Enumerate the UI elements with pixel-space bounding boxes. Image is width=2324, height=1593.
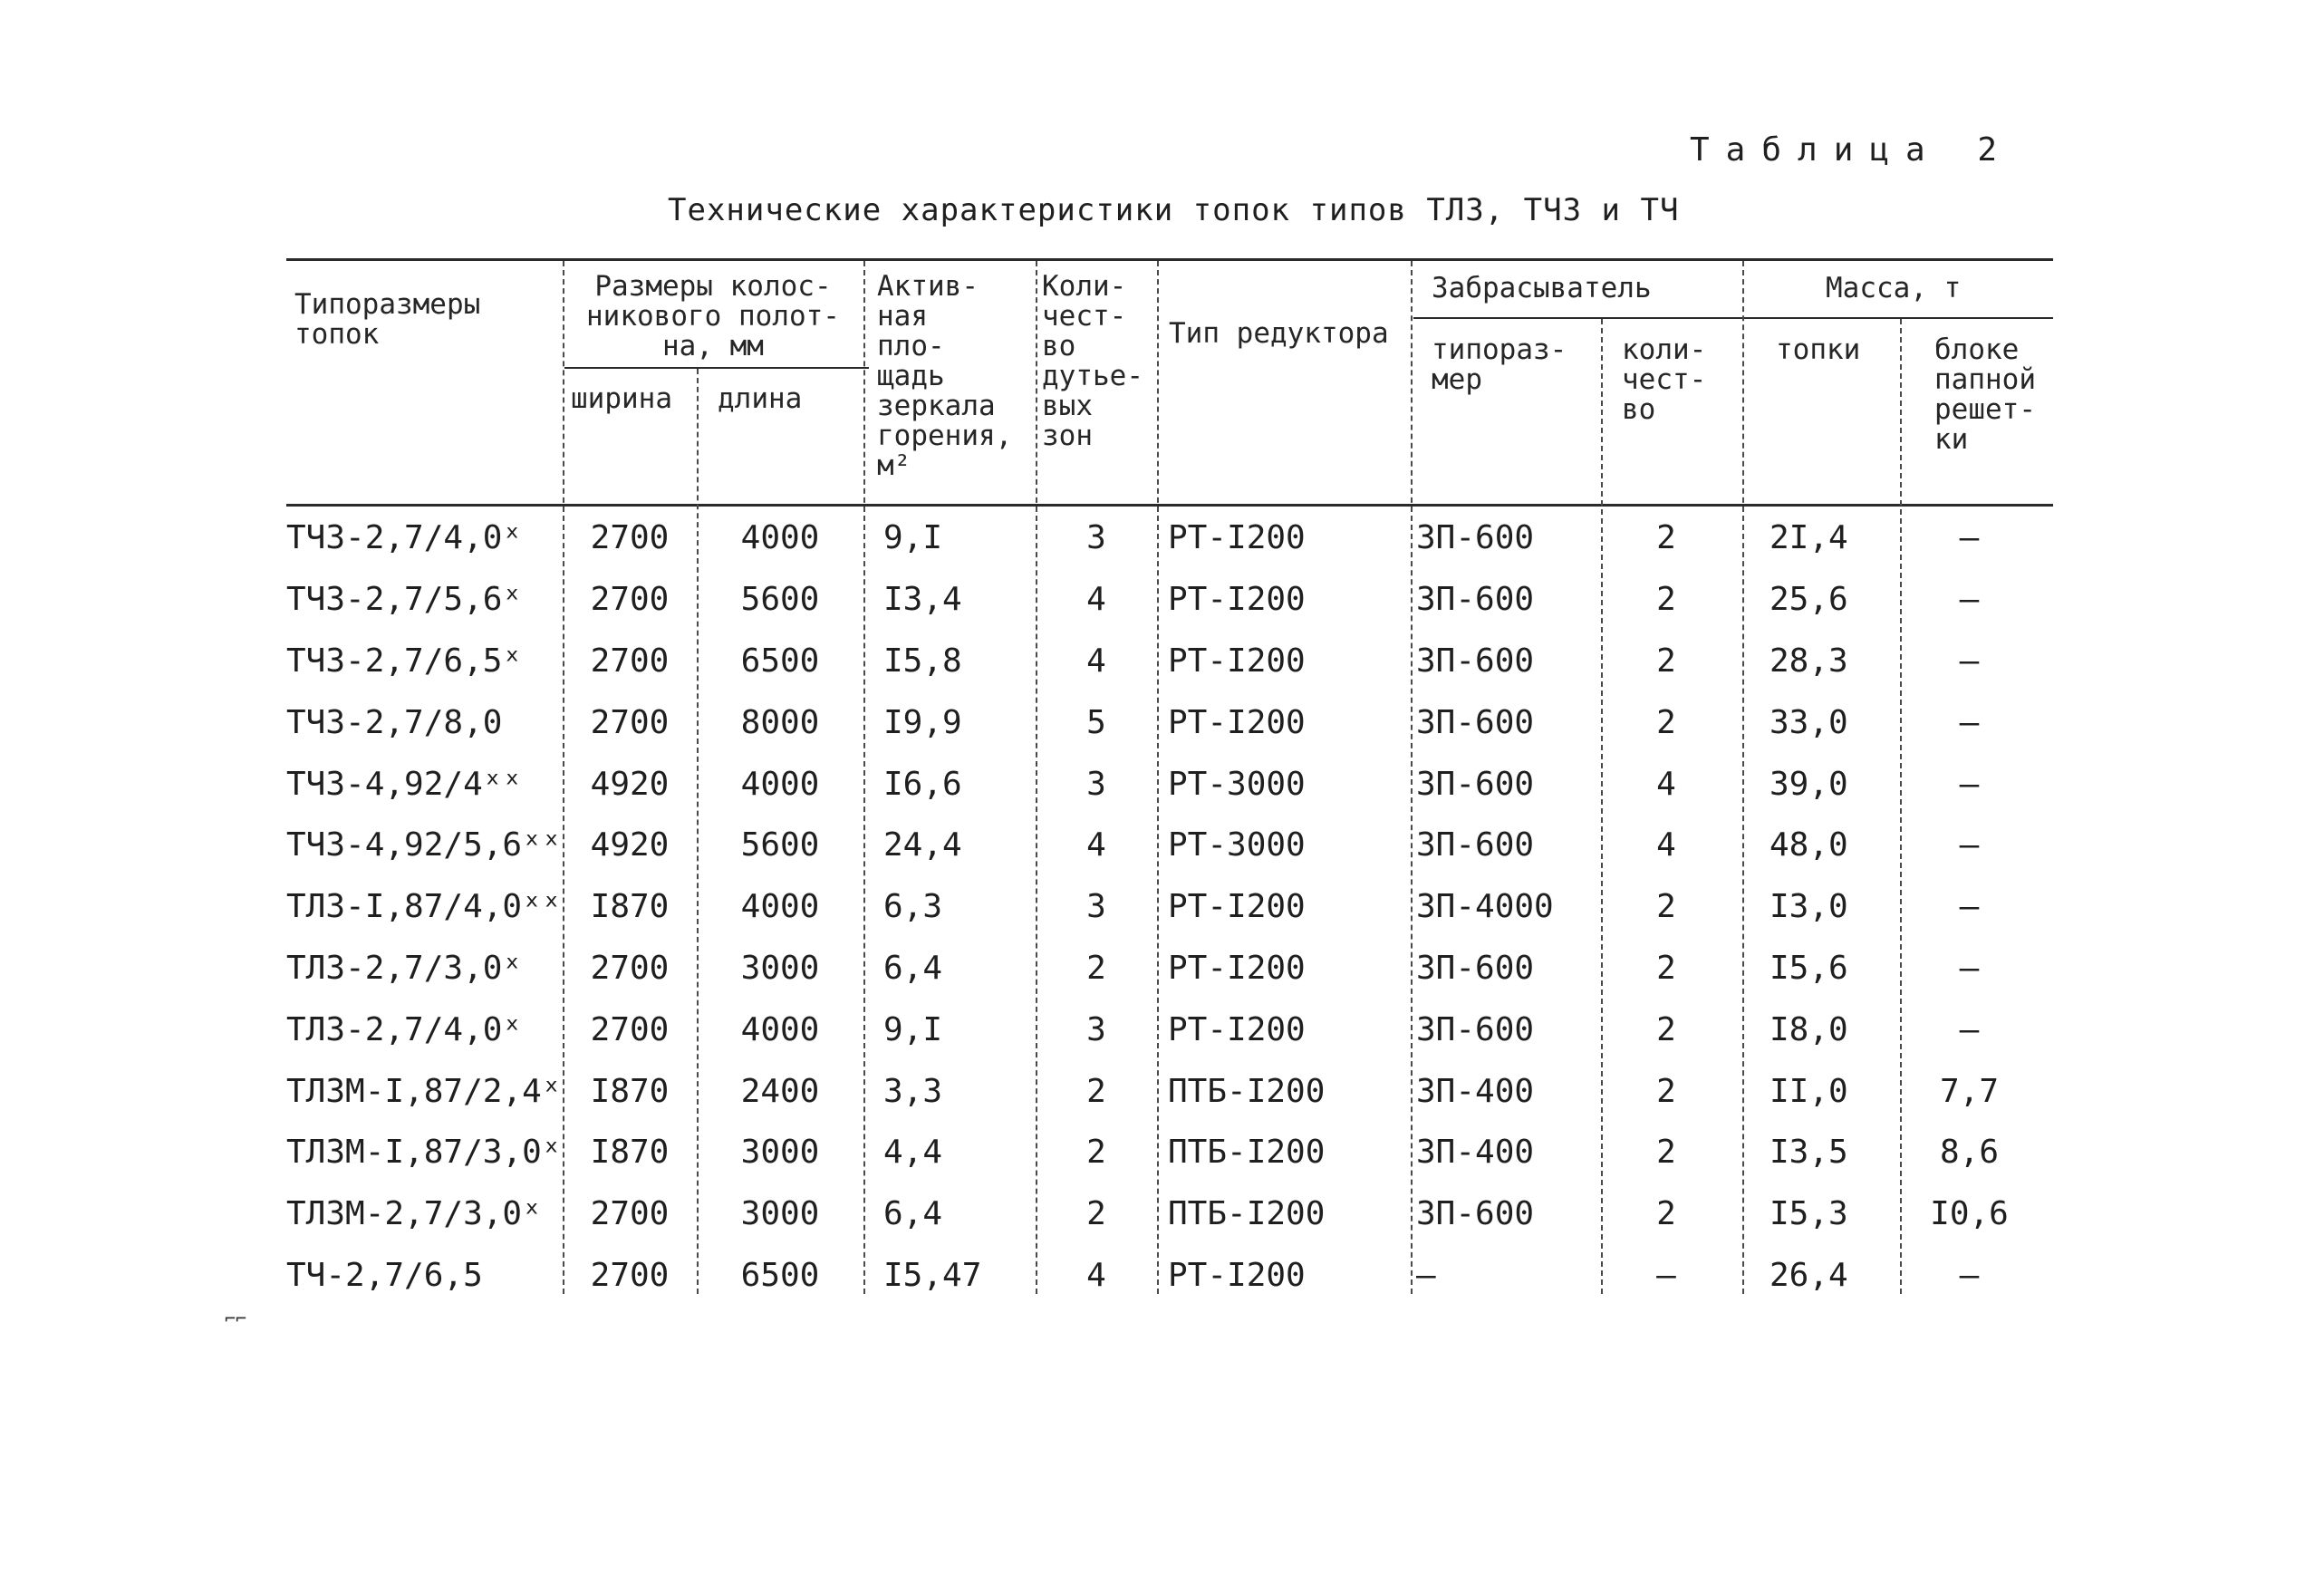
thrower-count-cell: 4 — [1656, 826, 1676, 864]
active-area-cell: 6,4 — [883, 949, 943, 987]
furnace-type-cell: ТЛЗ-2,7/3,0ˣ — [286, 949, 523, 987]
mass-furnace-cell: 33,0 — [1770, 703, 1848, 741]
blast-zones-cell: 5 — [1086, 703, 1106, 741]
active-area-cell: I9,9 — [883, 703, 962, 741]
mass-furnace-cell: 48,0 — [1770, 826, 1848, 864]
table-row — [286, 876, 2044, 938]
header-active-area: Актив- ная пло- щадь зеркала горения, м² — [877, 270, 1013, 482]
grate-length-cell: 2400 — [740, 1072, 820, 1110]
grate-length-cell: 4000 — [740, 1010, 820, 1048]
thrower-count-cell: 2 — [1656, 888, 1676, 926]
thrower-count-cell: 2 — [1656, 703, 1676, 741]
table-row — [286, 691, 2044, 753]
mass-block-cell: – — [1959, 1010, 1980, 1048]
blast-zones-cell: 4 — [1086, 826, 1106, 864]
table-body — [286, 507, 2044, 1306]
reducer-type-cell: РТ-I200 — [1168, 581, 1306, 619]
grate-length-cell: 6500 — [740, 642, 820, 680]
furnace-type-cell: ТЧЗ-4,92/4ˣˣ — [286, 765, 523, 803]
thrower-group-underline — [1413, 317, 1745, 319]
active-area-cell: 24,4 — [883, 826, 962, 864]
blast-zones-cell: 3 — [1086, 765, 1106, 803]
thrower-count-cell: 4 — [1656, 765, 1676, 803]
mass-block-cell: – — [1959, 581, 1980, 619]
blast-zones-cell: 4 — [1086, 1256, 1106, 1294]
thrower-count-cell: 2 — [1656, 519, 1676, 557]
grate-width-cell: 2700 — [590, 703, 670, 741]
active-area-cell: I5,47 — [883, 1256, 982, 1294]
thrower-type-cell: – — [1416, 1256, 1436, 1294]
blast-zones-cell: 3 — [1086, 888, 1106, 926]
grate-width-cell: 2700 — [590, 1195, 670, 1233]
header-mass: Масса, т — [1826, 272, 1962, 304]
active-area-cell: 4,4 — [883, 1134, 943, 1172]
mass-block-cell: – — [1959, 765, 1980, 803]
active-area-cell: I5,8 — [883, 642, 962, 680]
mass-block-cell: – — [1959, 949, 1980, 987]
header-thrower: Забрасыватель — [1432, 272, 1652, 304]
grate-length-cell: 6500 — [740, 1256, 820, 1294]
reducer-type-cell: ПТБ-I200 — [1168, 1072, 1326, 1110]
grate-length-cell: 4000 — [740, 765, 820, 803]
mass-block-cell: – — [1959, 642, 1980, 680]
table-number-label: Таблица 2 — [1690, 131, 2014, 169]
thrower-type-cell: ЗП-400 — [1416, 1134, 1535, 1172]
table-top-rule — [286, 258, 2053, 261]
header-furnace-type: Типоразмеры топок — [294, 288, 481, 351]
table-row — [286, 753, 2044, 815]
margin-mark: ⌐⌐ — [225, 1308, 247, 1329]
active-area-cell: 9,I — [883, 519, 943, 557]
furnace-type-cell: ТЛЗМ-I,87/2,4ˣ — [286, 1072, 562, 1110]
table-title: Технические характеристики топок типов ТЛЗ, ТЧЗ и ТЧ — [668, 192, 1680, 228]
reducer-type-cell: РТ-I200 — [1168, 1256, 1306, 1294]
header-mass-furnace: топки — [1776, 333, 1861, 366]
reducer-type-cell: РТ-I200 — [1168, 1010, 1306, 1048]
grate-width-cell: 2700 — [590, 519, 670, 557]
blast-zones-cell: 2 — [1086, 949, 1106, 987]
active-area-cell: I6,6 — [883, 765, 962, 803]
header-mass-block: блоке папной решет- ки — [1934, 333, 2036, 456]
mass-furnace-cell: 2I,4 — [1770, 519, 1848, 557]
thrower-type-cell: ЗП-400 — [1416, 1072, 1535, 1110]
blast-zones-cell: 4 — [1086, 581, 1106, 619]
reducer-type-cell: РТ-I200 — [1168, 703, 1306, 741]
thrower-type-cell: ЗП-600 — [1416, 642, 1535, 680]
reducer-type-cell: ПТБ-I200 — [1168, 1195, 1326, 1233]
header-thrower-count: коли- чест- во — [1622, 333, 1707, 426]
grate-length-cell: 4000 — [740, 519, 820, 557]
furnace-type-cell: ТЧЗ-2,7/4,0ˣ — [286, 519, 523, 557]
reducer-type-cell: РТ-I200 — [1168, 519, 1306, 557]
mass-furnace-cell: I3,5 — [1770, 1134, 1848, 1172]
table-row — [286, 1060, 2044, 1122]
grate-length-cell: 5600 — [740, 826, 820, 864]
active-area-cell: I3,4 — [883, 581, 962, 619]
mass-block-cell: 8,6 — [1939, 1134, 2000, 1172]
blast-zones-cell: 2 — [1086, 1195, 1106, 1233]
reducer-type-cell: РТ-I200 — [1168, 888, 1306, 926]
mass-furnace-cell: I8,0 — [1770, 1010, 1848, 1048]
grate-length-cell: 5600 — [740, 581, 820, 619]
furnace-type-cell: ТЛЗМ-2,7/3,0ˣ — [286, 1195, 542, 1233]
thrower-type-cell: ЗП-600 — [1416, 949, 1535, 987]
table-row — [286, 507, 2044, 569]
grate-width-cell: 2700 — [590, 949, 670, 987]
grate-length-cell: 4000 — [740, 888, 820, 926]
grate-length-cell: 8000 — [740, 703, 820, 741]
thrower-count-cell: – — [1656, 1256, 1676, 1294]
mass-furnace-cell: I5,3 — [1770, 1195, 1848, 1233]
mass-furnace-cell: II,0 — [1770, 1072, 1848, 1110]
grate-width-cell: 2700 — [590, 642, 670, 680]
thrower-type-cell: ЗП-600 — [1416, 581, 1535, 619]
furnace-type-cell: ТЛЗ-2,7/4,0ˣ — [286, 1010, 523, 1048]
table-row — [286, 815, 2044, 876]
thrower-type-cell: ЗП-600 — [1416, 1195, 1535, 1233]
header-bottom-rule — [286, 504, 2053, 507]
header-blast-zones: Коли- чест- во дутье- вых зон — [1042, 270, 1143, 452]
thrower-type-cell: ЗП-4000 — [1416, 888, 1554, 926]
thrower-type-cell: ЗП-600 — [1416, 703, 1535, 741]
header-reducer-type: Тип редуктора — [1169, 317, 1389, 350]
grate-width-cell: I870 — [590, 888, 670, 926]
blast-zones-cell: 2 — [1086, 1134, 1106, 1172]
furnace-type-cell: ТЧЗ-2,7/8,0 — [286, 703, 503, 741]
furnace-type-cell: ТЧЗ-2,7/5,6ˣ — [286, 581, 523, 619]
header-grate-dimensions: Размеры колос- никового полот- на, мм — [586, 270, 840, 362]
header-grate-length: длина — [718, 382, 803, 415]
furnace-type-cell: ТЧЗ-2,7/6,5ˣ — [286, 642, 523, 680]
grate-width-cell: 4920 — [590, 826, 670, 864]
mass-group-underline — [1745, 317, 2053, 319]
mass-block-cell: – — [1959, 826, 1980, 864]
grate-width-cell: 2700 — [590, 581, 670, 619]
blast-zones-cell: 3 — [1086, 519, 1106, 557]
active-area-cell: 3,3 — [883, 1072, 943, 1110]
thrower-count-cell: 2 — [1656, 1010, 1676, 1048]
grate-group-underline — [564, 367, 869, 369]
mass-furnace-cell: I3,0 — [1770, 888, 1848, 926]
thrower-type-cell: ЗП-600 — [1416, 826, 1535, 864]
mass-block-cell: – — [1959, 888, 1980, 926]
active-area-cell: 6,3 — [883, 888, 943, 926]
header-thrower-type: типораз- мер — [1432, 333, 1567, 396]
header-grate-width: ширина — [571, 382, 672, 415]
reducer-type-cell: ПТБ-I200 — [1168, 1134, 1326, 1172]
grate-length-cell: 3000 — [740, 1195, 820, 1233]
mass-furnace-cell: I5,6 — [1770, 949, 1848, 987]
blast-zones-cell: 4 — [1086, 642, 1106, 680]
active-area-cell: 9,I — [883, 1010, 943, 1048]
grate-width-cell: 4920 — [590, 765, 670, 803]
table-row — [286, 999, 2044, 1060]
grate-width-cell: I870 — [590, 1072, 670, 1110]
reducer-type-cell: РТ-I200 — [1168, 642, 1306, 680]
mass-block-cell: – — [1959, 519, 1980, 557]
mass-furnace-cell: 26,4 — [1770, 1256, 1848, 1294]
reducer-type-cell: РТ-I200 — [1168, 949, 1306, 987]
furnace-type-cell: ТЧЗ-4,92/5,6ˣˣ — [286, 826, 562, 864]
blast-zones-cell: 2 — [1086, 1072, 1106, 1110]
thrower-type-cell: ЗП-600 — [1416, 765, 1535, 803]
table-row — [286, 1183, 2044, 1245]
furnace-data-table — [286, 507, 2044, 1306]
reducer-type-cell: РТ-3000 — [1168, 765, 1306, 803]
table-row — [286, 569, 2044, 631]
grate-width-cell: 2700 — [590, 1010, 670, 1048]
reducer-type-cell: РТ-3000 — [1168, 826, 1306, 864]
table-row — [286, 1122, 2044, 1183]
grate-width-cell: I870 — [590, 1134, 670, 1172]
thrower-count-cell: 2 — [1656, 1072, 1676, 1110]
mass-furnace-cell: 25,6 — [1770, 581, 1848, 619]
mass-block-cell: – — [1959, 703, 1980, 741]
mass-block-cell: 7,7 — [1939, 1072, 2000, 1110]
furnace-type-cell: ТЧ-2,7/6,5 — [286, 1256, 483, 1294]
grate-length-cell: 3000 — [740, 949, 820, 987]
table-row — [286, 938, 2044, 999]
thrower-type-cell: ЗП-600 — [1416, 1010, 1535, 1048]
thrower-count-cell: 2 — [1656, 581, 1676, 619]
mass-furnace-cell: 39,0 — [1770, 765, 1848, 803]
blast-zones-cell: 3 — [1086, 1010, 1106, 1048]
table-row — [286, 631, 2044, 692]
thrower-type-cell: ЗП-600 — [1416, 519, 1535, 557]
mass-furnace-cell: 28,3 — [1770, 642, 1848, 680]
thrower-count-cell: 2 — [1656, 642, 1676, 680]
mass-block-cell: I0,6 — [1930, 1195, 2009, 1233]
mass-block-cell: – — [1959, 1256, 1980, 1294]
grate-length-cell: 3000 — [740, 1134, 820, 1172]
furnace-type-cell: ТЛЗМ-I,87/3,0ˣ — [286, 1134, 562, 1172]
table-row — [286, 1245, 2044, 1307]
thrower-count-cell: 2 — [1656, 949, 1676, 987]
thrower-count-cell: 2 — [1656, 1195, 1676, 1233]
active-area-cell: 6,4 — [883, 1195, 943, 1233]
thrower-count-cell: 2 — [1656, 1134, 1676, 1172]
furnace-type-cell: ТЛЗ-I,87/4,0ˣˣ — [286, 888, 562, 926]
grate-width-cell: 2700 — [590, 1256, 670, 1294]
